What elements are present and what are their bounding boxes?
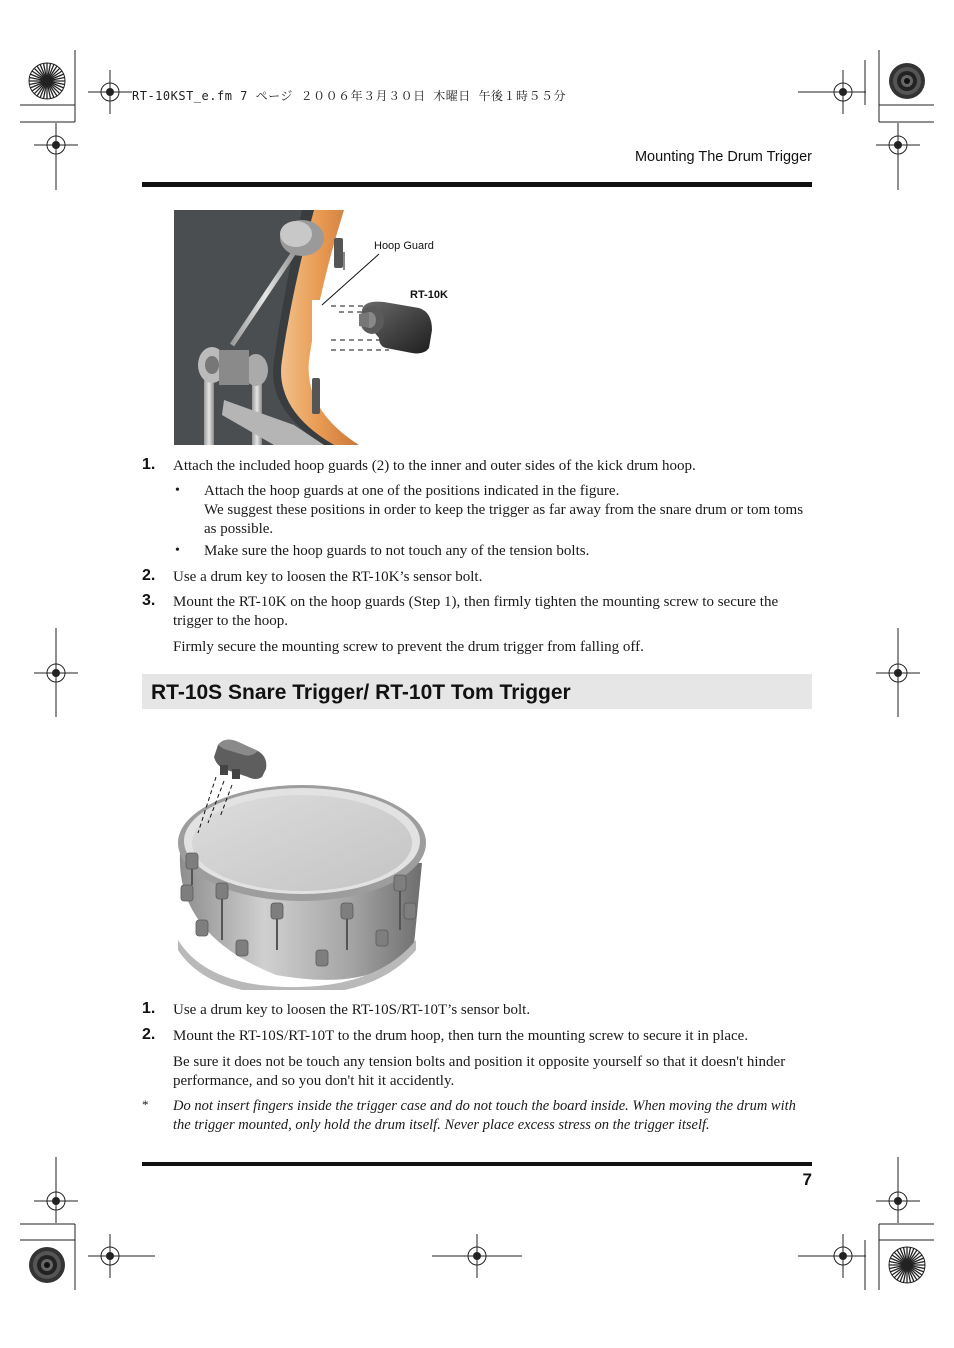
header-rule bbox=[142, 182, 812, 187]
step-2-text: Use a drum key to loosen the RT-10K’s sensor bolt. bbox=[173, 569, 483, 585]
footer-rule bbox=[142, 1162, 812, 1166]
hoop-guard-label: Hoop Guard bbox=[374, 240, 434, 252]
step-2-followup: Be sure it does not be touch any tension bolts and position it opposite yourself so that it doesn't hinder performance, and so you don't hit it accidently. bbox=[173, 1054, 786, 1089]
page-number: 7 bbox=[802, 1170, 812, 1189]
rt-10k-label: RT-10K bbox=[410, 289, 448, 301]
bullet-2: Make sure the hoop guards to not touch any of the tension bolts. bbox=[204, 543, 590, 559]
caution-note: Do not insert fingers inside the trigger case and do not touch the board inside. When moving the drum with the trigger mounted, only hold the drum itself. Never place excess stress on the trigger itself. bbox=[173, 1098, 796, 1133]
step-2-number: 2. bbox=[142, 567, 156, 584]
bullet-1-line-2: We suggest these positions in order to keep the trigger as far away from the snare drum or tom toms as possible. bbox=[204, 502, 804, 537]
running-head: Mounting The Drum Trigger bbox=[634, 149, 812, 165]
step-1-text: Attach the included hoop guards (2) to the inner and outer sides of the kick drum hoop. bbox=[173, 458, 696, 474]
step-3-number: 3. bbox=[142, 592, 156, 609]
step-3-text: Mount the RT-10K on the hoop guards (Step 1), then firmly tighten the mounting screw to secure the trigger to the hoop. bbox=[173, 594, 779, 629]
step-1-number: 1. bbox=[142, 1000, 156, 1017]
snare-trigger-figure bbox=[176, 735, 428, 990]
step-1-text: Use a drum key to loosen the RT-10S/RT-10T’s sensor bolt. bbox=[173, 1002, 531, 1018]
bullet-1-line-1: Attach the hoop guards at one of the positions indicated in the figure. bbox=[204, 483, 620, 499]
bullet-marker: • bbox=[175, 483, 180, 498]
step-2-text: Mount the RT-10S/RT-10T to the drum hoop, then turn the mounting screw to secure it in place. bbox=[173, 1028, 749, 1044]
bullet-marker: • bbox=[175, 543, 180, 558]
step-3-followup: Firmly secure the mounting screw to prevent the drum trigger from falling off. bbox=[173, 639, 644, 655]
step-1-number: 1. bbox=[142, 456, 156, 473]
note-asterisk: * bbox=[142, 1097, 149, 1112]
print-slug: RT-10KST_e.fm 7 ページ ２００６年３月３０日 木曜日 午後１時５５分 bbox=[132, 89, 567, 103]
step-2-number: 2. bbox=[142, 1026, 156, 1043]
section-title: RT-10S Snare Trigger/ RT-10T Tom Trigger bbox=[151, 681, 571, 704]
